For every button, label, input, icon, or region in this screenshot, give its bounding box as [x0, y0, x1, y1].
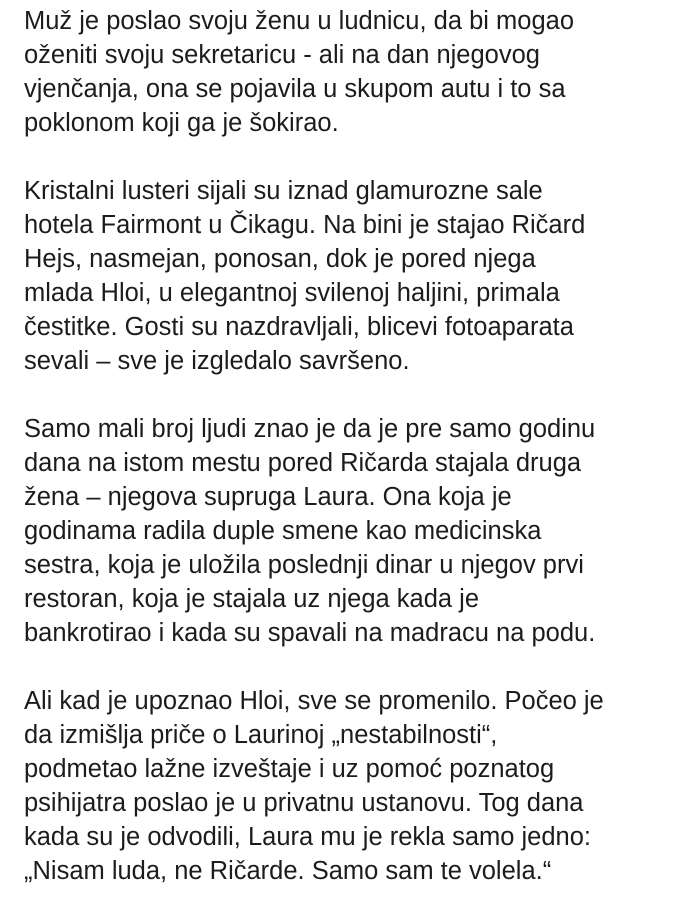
text-line: podmetao lažne izveštaje i uz pomoć poznatog: [24, 755, 555, 783]
text-line: Samo mali broj ljudi znao je da je pre samo godinu: [24, 415, 596, 443]
text-line: Kristalni lusteri sijali su iznad glamurozne sale: [24, 177, 543, 205]
text-line: vjenčanja, ona se pojavila u skupom autu i to sa: [24, 75, 566, 103]
text-line: bankrotirao i kada su spavali na madracu na podu.: [24, 619, 596, 647]
text-line: godinama radila duple smene kao medicinska: [24, 517, 542, 545]
text-line: sevali – sve je izgledalo savršeno.: [24, 347, 410, 375]
text-line: mlada Hloi, u elegantnoj svilenoj haljini, primala: [24, 279, 560, 307]
text-line: Ali kad je upoznao Hloi, sve se promenilo. Počeo je: [24, 687, 604, 715]
text-line: da izmišlja priče o Laurinoj „nestabilnosti“,: [24, 721, 498, 749]
text-line: „Nisam ludа, ne Ričarde. Samo sam te volela.“: [24, 857, 552, 885]
text-line: Muž je poslao svoju ženu u ludnicu, da bi mogao: [24, 7, 575, 35]
text-line: sestra, koja je uložila poslednji dinar u njegov prvi: [24, 551, 584, 579]
text-line: kada su je odvodili, Laura mu je rekla samo jedno:: [24, 823, 591, 851]
text-line: čestitke. Gosti su nazdravljali, blicevi fotoaparata: [24, 313, 574, 341]
text-line: dana na istom mestu pored Ričarda stajala druga: [24, 449, 582, 477]
text-line: hotela Fairmont u Čikagu. Na bini je stajao Ričard: [24, 211, 586, 239]
text-line: restoran, koja je stajala uz njega kada je: [24, 585, 480, 613]
paragraph-4: [24, 684, 689, 888]
post-body: [24, 4, 689, 922]
text-line: oženiti svoju sekretaricu - ali na dan njegovog: [24, 41, 540, 69]
text-line: Hejs, nasmejan, ponosan, dok je pored njega: [24, 245, 536, 273]
paragraph-2: [24, 174, 689, 378]
text-line: poklonom koji ga je šokirao.: [24, 109, 339, 137]
text-line: psihijatra poslao je u privatnu ustanovu. Tog dana: [24, 789, 584, 817]
text-line: žena – njegova supruga Laura. Ona koja je: [24, 483, 512, 511]
paragraph-1: [24, 4, 689, 140]
paragraph-3: [24, 412, 689, 650]
